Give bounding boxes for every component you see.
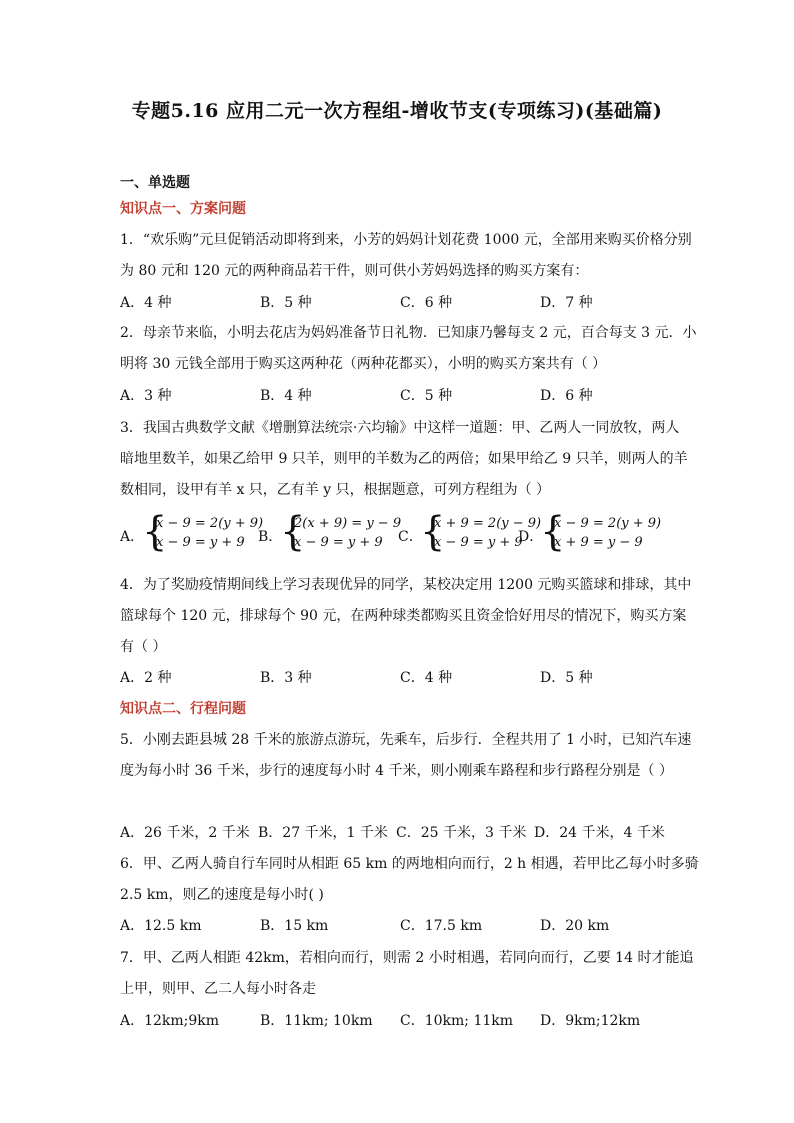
section-heading: 一、单选题 xyxy=(120,175,190,191)
option-b[interactable]: B．3 种 xyxy=(260,670,312,686)
equation: x − 9 = y + 9 xyxy=(434,535,523,550)
equation-system xyxy=(294,514,401,552)
option-c[interactable]: C．25 千米，3 千米 xyxy=(396,825,527,841)
knowledge-point-heading: 知识点二、行程问题 xyxy=(120,701,246,717)
option-c[interactable]: C．17.5 km xyxy=(400,918,483,934)
option-b[interactable]: B．15 km xyxy=(260,918,329,934)
option-label: C． xyxy=(398,529,423,545)
equation: x − 9 = y + 9 xyxy=(156,535,245,550)
question-6-line-2: 2.5 km，则乙的速度是每小时( ) xyxy=(120,887,324,903)
page-title: 专题5.16 应用二元一次方程组-增收节支(专项练习)(基础篇) xyxy=(131,100,663,122)
question-1-line-1: 1．“欢乐购”元旦促销活动即将到来，小芳的妈妈计划花费 1000 元，全部用来购买价格分别 xyxy=(120,232,692,248)
option-c[interactable]: C．10km; 11km xyxy=(400,1013,514,1029)
question-4-line-2: 篮球每个 120 元，排球每个 90 元，在两种球类都购买且资金恰好用尽的情况下，购买方案 xyxy=(120,608,687,624)
option-a[interactable]: A．4 种 xyxy=(120,295,172,311)
question-3-line-3: 数相同，设甲有羊 x 只，乙有羊 y 只，根据题意，可列方程组为（ ） xyxy=(120,482,551,498)
brace-icon: { xyxy=(420,509,446,555)
equation: x − 9 = 2(y + 9) xyxy=(156,516,264,531)
equation: x − 9 = y + 9 xyxy=(294,535,383,550)
option-d[interactable]: D．20 km xyxy=(540,918,610,934)
option-d[interactable]: D．9km;12km xyxy=(540,1013,641,1029)
option-label: D． xyxy=(518,529,544,545)
question-5-line-2: 度为每小时 36 千米，步行的速度每小时 4 千米，则小刚乘车路程和步行路程分别是（ ） xyxy=(120,763,673,779)
equation: x + 9 = y − 9 xyxy=(554,535,643,550)
option-b[interactable]: B．11km; 10km xyxy=(260,1013,373,1029)
question-4-line-1: 4．为了奖励疫情期间线上学习表现优异的同学，某校决定用 1200 元购买篮球和排球，其中 xyxy=(120,577,692,593)
question-1-line-2: 为 80 元和 120 元的两种商品若干件，则可供小芳妈妈选择的购买方案有： xyxy=(120,263,589,279)
option-d[interactable]: D．6 种 xyxy=(540,388,593,404)
question-4-line-3: 有（ ） xyxy=(120,639,167,655)
equation-system xyxy=(554,514,661,552)
option-a[interactable]: A．12.5 km xyxy=(120,918,202,934)
option-c[interactable]: C．5 种 xyxy=(400,388,453,404)
question-2-line-1: 2．母亲节来临，小明去花店为妈妈准备节日礼物．已知康乃馨每支 2 元，百合每支 3 元．小 xyxy=(120,325,697,341)
option-c[interactable]: C．6 种 xyxy=(400,295,453,311)
question-3-line-2: 暗地里数羊，如果乙给甲 9 只羊，则甲的羊数为乙的两倍；如果甲给乙 9 只羊，则两人的羊 xyxy=(120,451,688,467)
question-6-line-1: 6．甲、乙两人骑自行车同时从相距 65 km 的两地相向而行，2 h 相遇，若甲比乙每小时多骑 xyxy=(120,856,699,872)
option-label: A． xyxy=(120,529,145,545)
question-2-line-2: 明将 30 元钱全部用于购买这两种花（两种花都买），小明的购买方案共有（ ） xyxy=(120,356,607,372)
option-d[interactable]: D．24 千米，4 千米 xyxy=(534,825,665,841)
question-3-line-1: 3．我国古典数学文献《增删算法统宗·六均输》中这样一道题：甲、乙两人一同放牧，两人 xyxy=(120,420,680,436)
option-d[interactable]: D．5 种 xyxy=(540,670,593,686)
equation: x + 9 = 2(y − 9) xyxy=(434,516,542,531)
equation-system xyxy=(156,514,263,552)
option-d[interactable]: D．7 种 xyxy=(540,295,593,311)
question-7-line-2: 上甲，则甲、乙二人每小时各走 xyxy=(120,981,316,997)
option-a[interactable]: A．12km;9km xyxy=(120,1013,220,1029)
equation: x − 9 = 2(y + 9) xyxy=(554,516,662,531)
option-label: B． xyxy=(258,529,283,545)
option-a[interactable]: A．26 千米，2 千米 xyxy=(120,825,250,841)
brace-icon: { xyxy=(540,509,566,555)
option-b[interactable]: B．27 千米，1 千米 xyxy=(258,825,388,841)
option-a[interactable]: A．3 种 xyxy=(120,388,172,404)
equation: 2(x + 9) = y − 9 xyxy=(294,516,402,531)
brace-icon: { xyxy=(142,509,168,555)
option-b[interactable]: B．4 种 xyxy=(260,388,312,404)
option-b[interactable]: B．5 种 xyxy=(260,295,312,311)
question-7-line-1: 7．甲、乙两人相距 42km，若相向而行，则需 2 小时相遇，若同向而行，乙要 14 时才能追 xyxy=(120,950,694,966)
option-c[interactable]: C．4 种 xyxy=(400,670,453,686)
knowledge-point-heading: 知识点一、方案问题 xyxy=(120,201,246,217)
question-5-line-1: 5．小刚去距县城 28 千米的旅游点游玩，先乘车，后步行．全程共用了 1 小时，已知汽车速 xyxy=(120,732,692,748)
option-a[interactable]: A．2 种 xyxy=(120,670,172,686)
brace-icon: { xyxy=(280,509,306,555)
question-3-options xyxy=(120,509,680,556)
